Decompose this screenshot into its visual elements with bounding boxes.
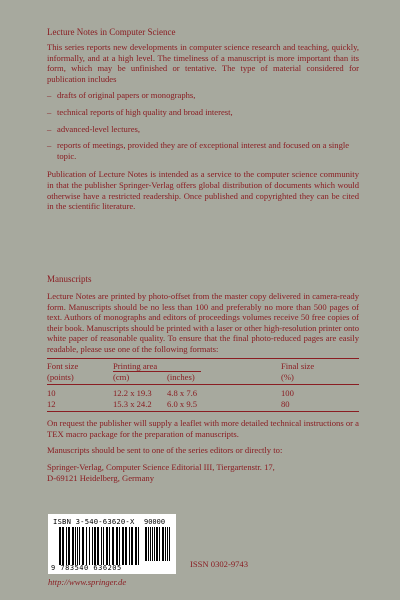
barcode-bar — [94, 527, 96, 565]
barcode-bar — [109, 527, 110, 565]
barcode-bar — [167, 527, 168, 561]
barcode-bar — [156, 527, 158, 561]
barcode-bar — [150, 527, 151, 561]
publisher-url[interactable]: http://www.springer.de — [48, 577, 127, 587]
unit-percent: (%) — [281, 372, 359, 385]
barcode-bar — [125, 527, 127, 565]
barcode-bar — [101, 527, 102, 565]
address — [47, 462, 359, 483]
list-item: – drafts of original papers or monographs, — [47, 90, 359, 101]
list-item: – technical reports of high quality and broad interest, — [47, 107, 359, 118]
barcode-bar — [72, 527, 74, 565]
cell-final: 80 — [281, 399, 359, 412]
barcode-bar — [154, 527, 155, 561]
barcode-bar — [106, 527, 108, 565]
barcode-bar — [148, 527, 149, 561]
ean-digits: 9 783540 636205 — [51, 564, 122, 572]
barcode-bar — [116, 527, 118, 565]
barcode-bar — [103, 527, 104, 565]
barcode-bar — [131, 527, 133, 565]
cell-inches: 6.0 x 9.5 — [167, 399, 281, 412]
material-list — [47, 90, 359, 161]
addon-digits: 90000 — [144, 518, 166, 526]
request-paragraph: On request the publisher will supply a leaflet with more detailed technical instructions or a TEX macro package for the preparation of manuscripts. — [47, 418, 359, 439]
barcode-bar — [129, 527, 130, 565]
address-line-2: D-69121 Heidelberg, Germany — [47, 472, 154, 483]
barcode-bar — [112, 527, 114, 565]
col-final-size: Final size — [281, 358, 359, 372]
barcode-addon-bars-icon — [145, 527, 171, 561]
intro-paragraph: This series reports new developments in computer science research and teaching, quickly, informally, and at a high level. The timeliness of a manuscript is more important than its form, which may be unfinished or tentative. The type of material considered for publication includes — [47, 42, 359, 84]
barcode-bar — [75, 527, 76, 565]
list-item: – advanced-level lectures, — [47, 124, 359, 135]
barcode-bar — [152, 527, 153, 561]
manuscripts-section — [47, 291, 359, 483]
barcode-bars-icon — [59, 527, 141, 565]
barcode-bar — [145, 527, 147, 561]
barcode-bar — [162, 527, 164, 561]
barcode-bar — [86, 527, 87, 565]
cell-cm: 15.3 x 24.2 — [113, 399, 167, 412]
barcode-bar — [97, 527, 99, 565]
barcode-bar — [119, 527, 120, 565]
barcode-bar — [89, 527, 90, 565]
barcode-bar — [122, 527, 124, 565]
barcode-bar — [79, 527, 80, 565]
barcode-bar — [59, 527, 61, 565]
cell-font: 12 — [47, 399, 113, 412]
unit-cm: (cm) — [113, 372, 167, 385]
publication-paragraph: Publication of Lecture Notes is intended as a service to the computer science community in that the publisher Springer-Verlag offers global distribution of documents which would otherwise have a restricted readership. Once published and copyrighted they can be cited in the scientific literature. — [47, 169, 359, 212]
unit-inches: (inches) — [167, 372, 281, 385]
barcode-bar — [159, 527, 160, 561]
barcode-bar — [165, 527, 166, 561]
barcode-bar — [135, 527, 137, 565]
barcode-bar — [92, 527, 93, 565]
cell-cm: 12.2 x 19.3 — [113, 388, 152, 399]
formats-table — [47, 358, 359, 413]
address-line-1: Springer-Verlag, Computer Science Editorial III, Tiergartenstr. 17, — [47, 461, 275, 472]
col-printing-area: Printing area — [113, 358, 281, 372]
barcode-bar — [82, 527, 84, 565]
barcode-bar — [62, 527, 64, 565]
issn: ISSN 0302-9743 — [190, 559, 249, 569]
manuscripts-heading: Manuscripts — [47, 274, 92, 284]
isbn-barcode — [48, 514, 176, 574]
col-font-size: Font size — [47, 358, 113, 372]
isbn-label: ISBN 3-540-63620-X — [53, 517, 135, 526]
cell-final: 100 — [281, 388, 294, 399]
barcode-bar — [77, 527, 78, 565]
barcode-bar — [169, 527, 170, 561]
unit-points: (points) — [47, 372, 113, 385]
cell-inches: 4.8 x 7.6 — [167, 388, 198, 399]
barcode-bar — [66, 527, 67, 565]
cell-font: 10 — [47, 388, 56, 399]
list-item: – reports of meetings, provided they are of exceptional interest and focused on a single topic. — [47, 140, 359, 161]
manuscripts-paragraph: Lecture Notes are printed by photo-offset from the master copy delivered in camera-ready form. Manuscripts should be no less than 100 and preferably no more than 500 pages of text. Authors of monographs and editors of proceedings volumes receive 50 free copies of their book. Manuscripts should be printed with a laser or other high-resolution printer onto white paper of reasonable quality. To ensure that the final photo-reduced pages are easily readable, please use one of the following formats: — [47, 291, 359, 354]
intro-section — [47, 42, 359, 212]
table-row — [47, 385, 359, 399]
send-paragraph: Manuscripts should be sent to one of the series editors or directly to: — [47, 445, 283, 456]
series-title: Lecture Notes in Computer Science — [47, 27, 176, 37]
barcode-bar — [68, 527, 70, 565]
table-row — [47, 399, 359, 412]
barcode-bar — [138, 527, 139, 565]
